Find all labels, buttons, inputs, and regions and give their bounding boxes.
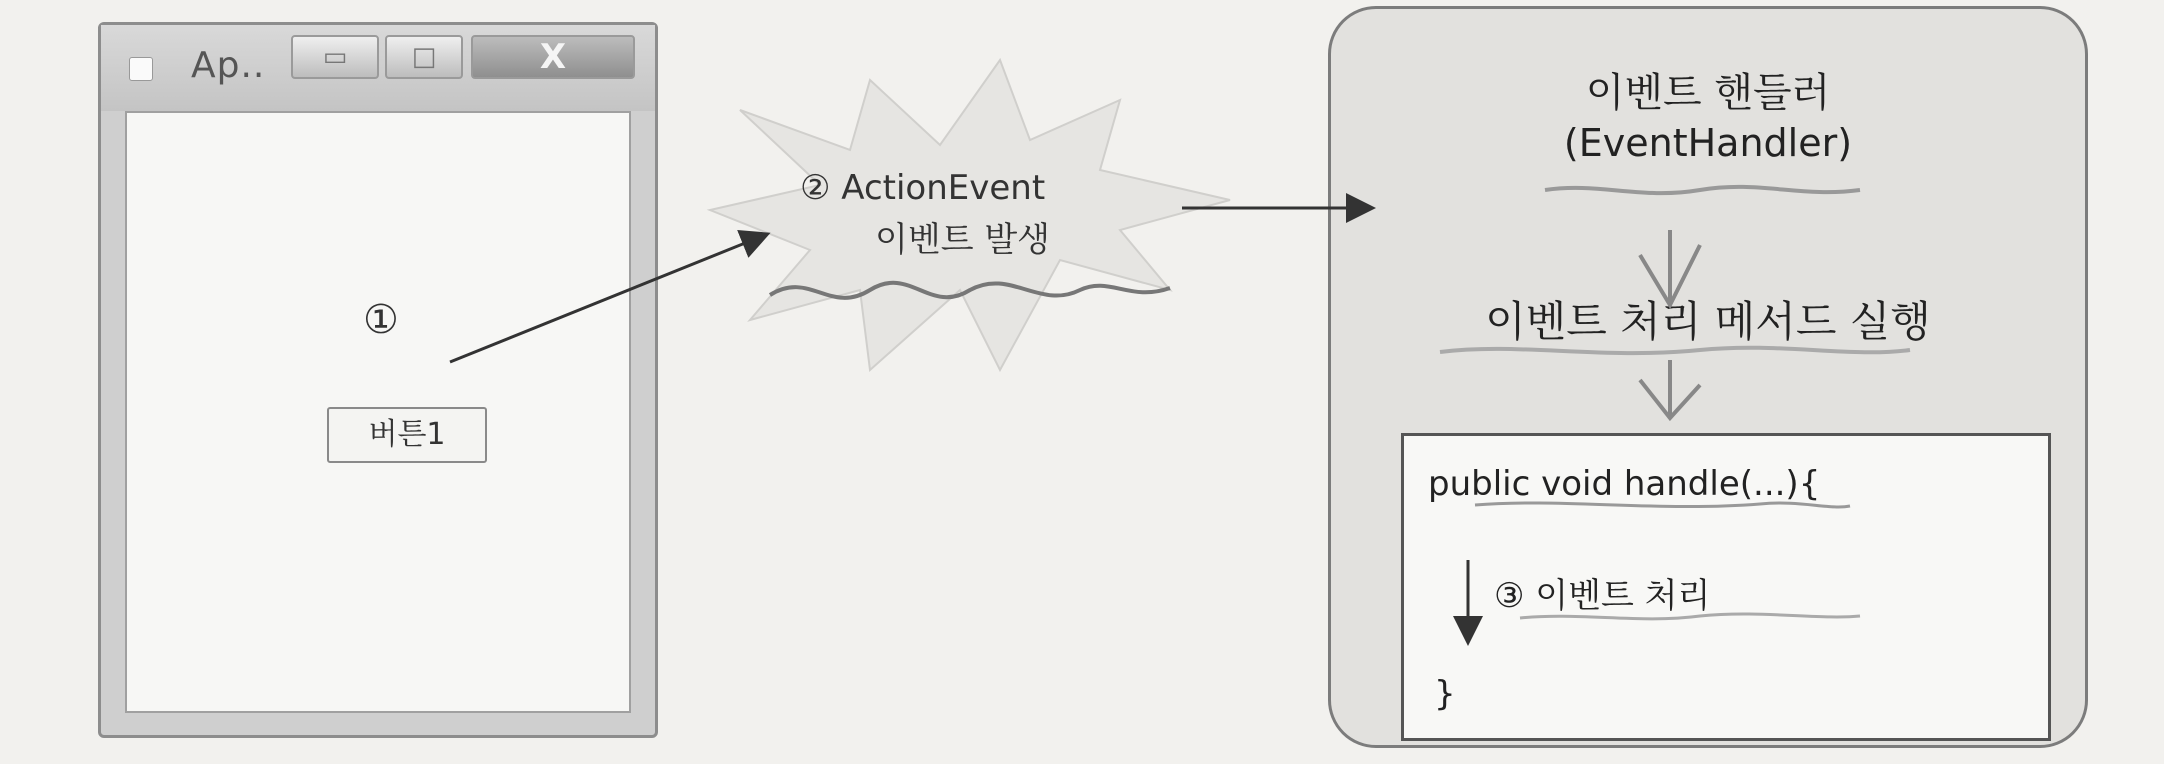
down-arrow-1 — [1640, 230, 1700, 305]
minimize-button[interactable]: ▭ — [291, 35, 379, 79]
handler-method-scribble — [1440, 348, 1910, 353]
code-closing-brace: } — [1434, 674, 1456, 714]
close-button[interactable]: X — [471, 35, 635, 79]
handler-title-scribble — [1545, 187, 1860, 193]
event-handler-title: 이벤트 핸들러 — [1585, 70, 1831, 116]
button-1[interactable]: 버튼1 — [327, 407, 487, 463]
code-step-3: ③ 이벤트 처리 — [1494, 576, 1711, 616]
code-signature-scribble — [1475, 503, 1850, 507]
step-1-marker: ① — [363, 297, 399, 343]
maximize-button[interactable]: □ — [385, 35, 463, 79]
event-occurred-label: 이벤트 발생 — [875, 220, 1051, 260]
handler-method-label: 이벤트 처리 메서드 실행 — [1485, 297, 1931, 346]
event-handler-subtitle: (EventHandler) — [1563, 121, 1853, 165]
code-signature: public void handle(...){ — [1428, 464, 1821, 504]
down-arrow-2 — [1640, 360, 1700, 418]
window-title: Ap.. — [191, 45, 266, 86]
action-event-label: ② ActionEvent — [800, 168, 1046, 208]
code-step-scribble — [1520, 614, 1860, 619]
arrow-button-to-event — [450, 235, 765, 362]
